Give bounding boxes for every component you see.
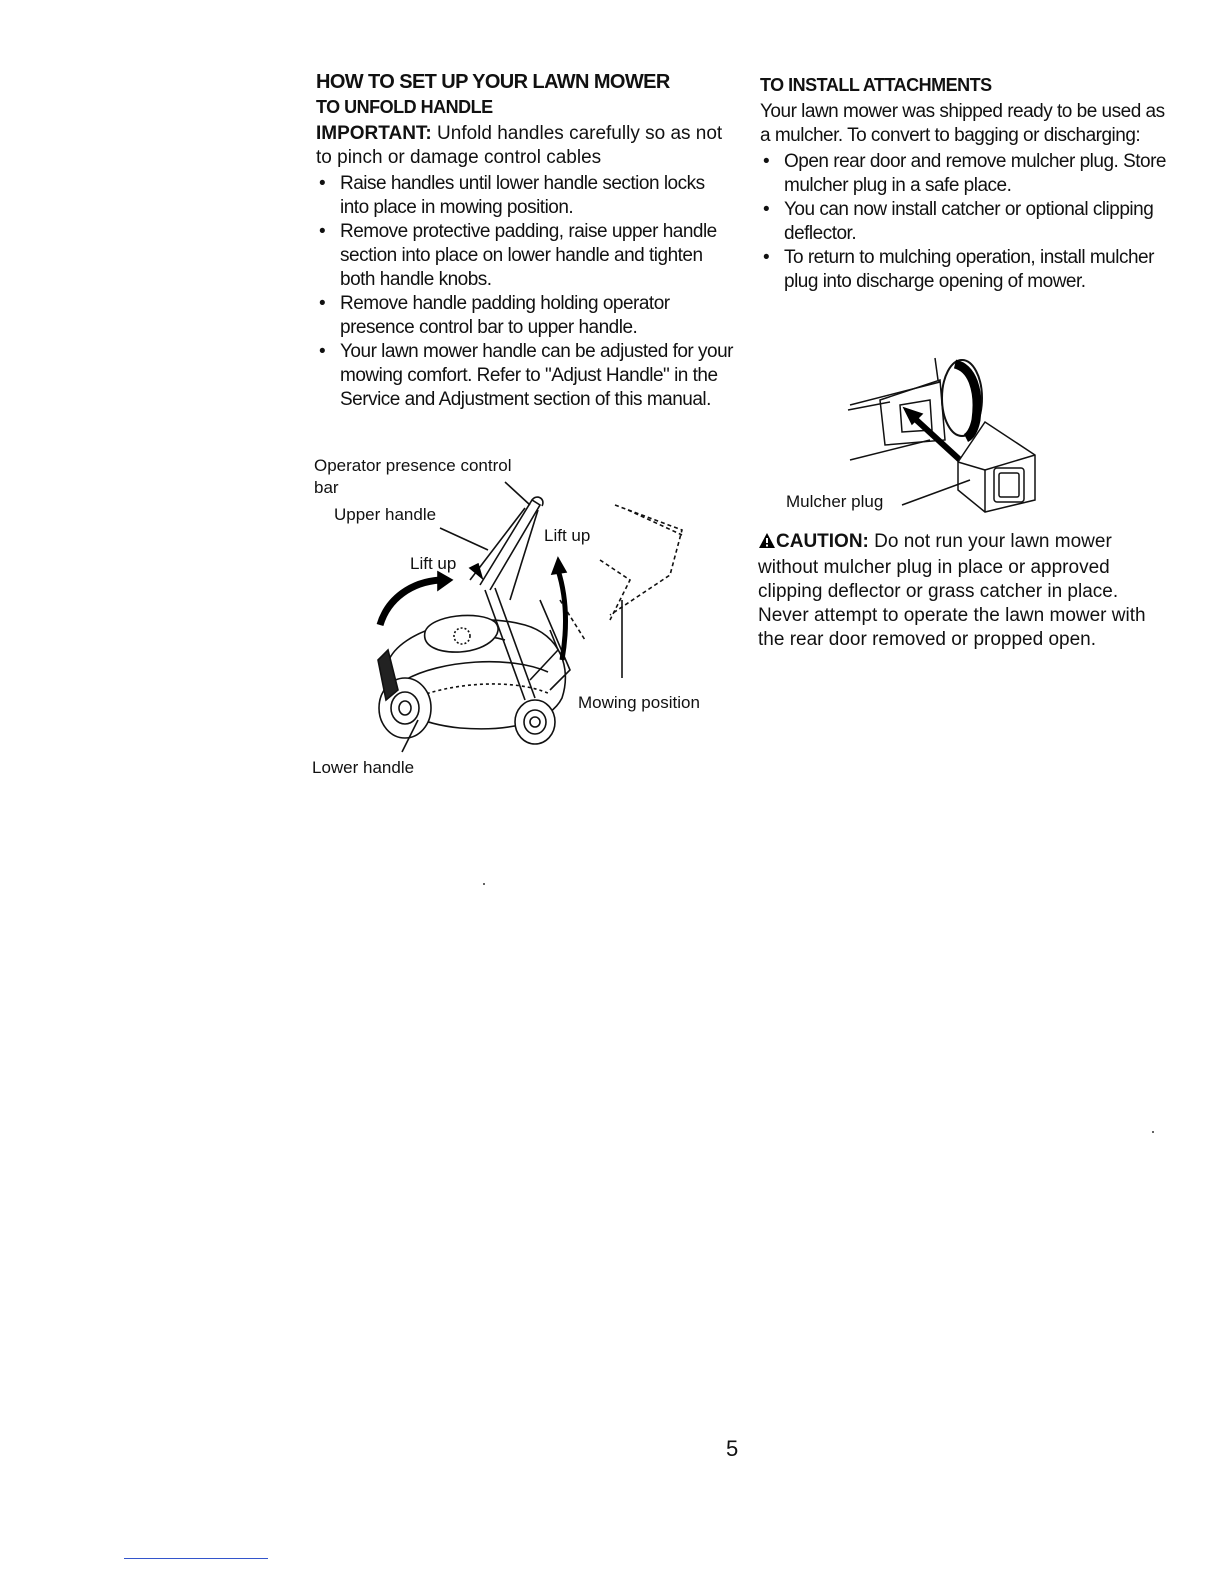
- bullet-icon: •: [319, 221, 326, 242]
- bullet-icon: •: [763, 151, 770, 172]
- warning-triangle-icon: [758, 532, 776, 556]
- list-item-text: Your lawn mower handle can be adjusted for your mowing comfort. Refer to "Adjust Handle" in the Service and Adjustment section of this manual.: [340, 341, 733, 410]
- unfold-steps-list: [316, 172, 736, 412]
- important-note: [316, 122, 736, 170]
- left-column: [316, 70, 736, 412]
- bullet-icon: •: [763, 247, 770, 268]
- label-lift-up-left: Lift up: [410, 554, 457, 573]
- subheading-unfold-handle: TO UNFOLD HANDLE: [316, 97, 493, 117]
- scan-speck: [1152, 1131, 1154, 1133]
- list-item: [316, 292, 736, 340]
- bullet-icon: •: [763, 199, 770, 220]
- bullet-icon: •: [319, 293, 326, 314]
- list-item: [760, 246, 1170, 294]
- list-item-text: Remove protective padding, raise upper handle section into place on lower handle and tighten both handle knobs.: [340, 221, 717, 290]
- bottom-rule: [124, 1558, 268, 1559]
- section-heading-setup: HOW TO SET UP YOUR LAWN MOWER: [316, 71, 670, 93]
- important-text: Unfold handles carefully so as not to pinch or damage control cables: [316, 123, 723, 168]
- label-lower-handle: Lower handle: [312, 758, 415, 777]
- list-item-text: Remove handle padding holding operator presence control bar to upper handle.: [340, 293, 670, 338]
- label-lift-up-right: Lift up: [544, 526, 591, 545]
- list-item: [316, 340, 736, 412]
- bullet-icon: •: [319, 173, 326, 194]
- caution-label: CAUTION:: [776, 531, 869, 552]
- list-item-text: Raise handles until lower handle section locks into place in mowing position.: [340, 173, 705, 218]
- mulcher-plug-figure: [780, 350, 1060, 520]
- label-upper-handle: Upper handle: [334, 505, 437, 524]
- caution-paragraph: [758, 530, 1168, 652]
- scan-speck: [483, 883, 485, 885]
- caution-text: Do not run your lawn mower without mulcher plug in place or approved clipping deflector or grass catcher in place. Never attempt to operate the lawn mower with the rear door removed or propped open.: [758, 531, 1146, 650]
- section-heading-attachments: TO INSTALL ATTACHMENTS: [760, 75, 992, 95]
- list-item: [760, 198, 1170, 246]
- label-mowing-position: Mowing position: [578, 693, 700, 712]
- page-number: 5: [726, 1436, 739, 1461]
- list-item-text: To return to mulching operation, install mulcher plug into discharge opening of mower.: [784, 247, 1154, 292]
- attachments-intro: Your lawn mower was shipped ready to be used as a mulcher. To convert to bagging or discharging:: [760, 101, 1165, 146]
- list-item: [760, 150, 1170, 198]
- attachments-steps-list: [760, 150, 1170, 294]
- caution-notice: [758, 530, 1168, 652]
- right-column: [760, 70, 1170, 294]
- bullet-icon: •: [319, 341, 326, 362]
- list-item-text: Open rear door and remove mulcher plug. Store mulcher plug in a safe place.: [784, 151, 1166, 196]
- label-mulcher-plug: Mulcher plug: [786, 492, 884, 511]
- label-operator-bar-line1: Operator presence control: [314, 456, 512, 475]
- important-label: IMPORTANT:: [316, 123, 432, 144]
- label-operator-bar-line2: bar: [314, 478, 339, 497]
- list-item-text: You can now install catcher or optional clipping deflector.: [784, 199, 1154, 244]
- list-item: [316, 220, 736, 292]
- mower-handle-figure: [310, 450, 740, 790]
- list-item: [316, 172, 736, 220]
- mower-illustration: [310, 450, 740, 790]
